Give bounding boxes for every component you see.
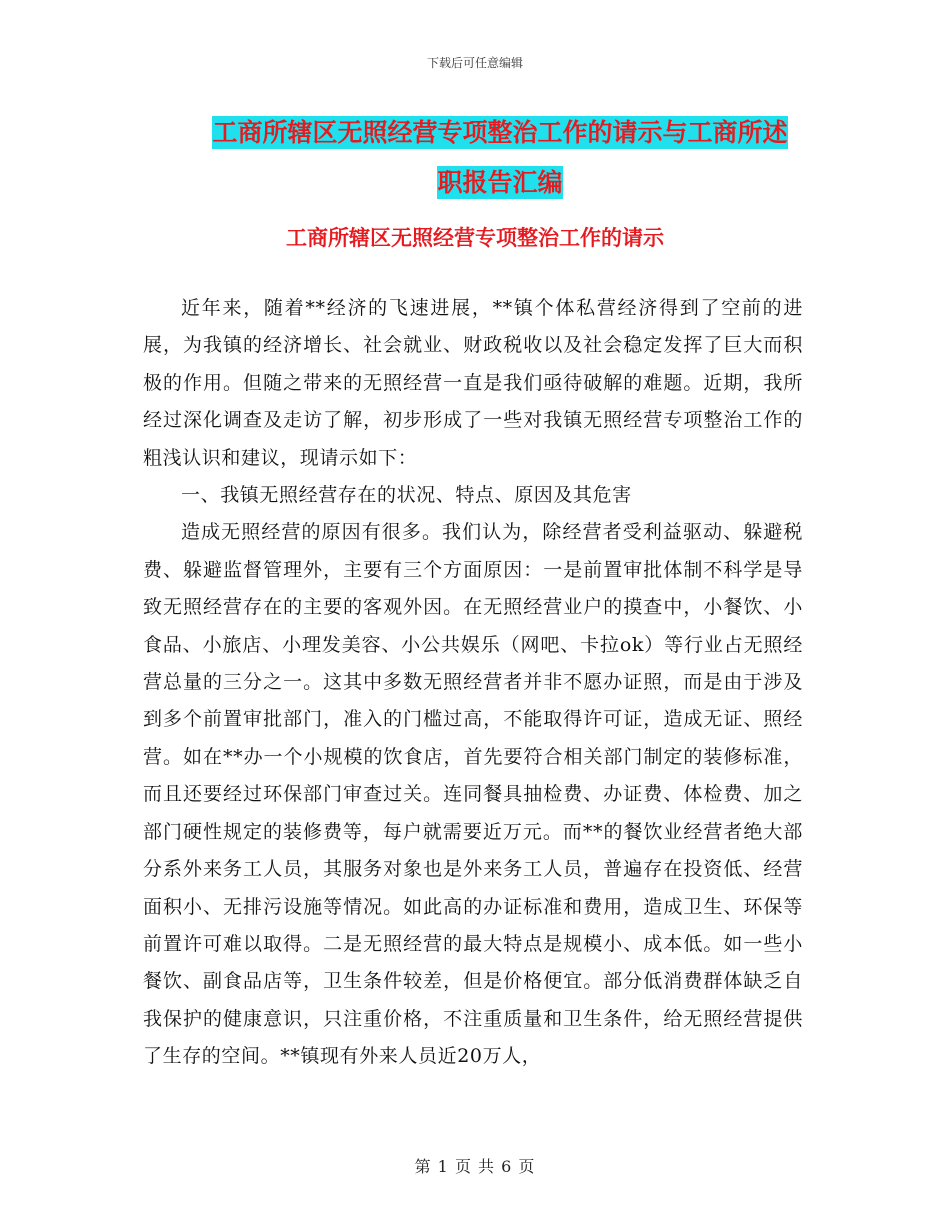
body-paragraph-heading: 一、我镇无照经营存在的状况、特点、原因及其危害: [181, 484, 632, 507]
page-number: 第 1 页 共 6 页: [414, 1157, 536, 1176]
main-title-line-2: 职报告汇编: [437, 168, 563, 197]
page-header-note: 下载后可任意编辑: [426, 56, 523, 70]
body-paragraph-intro: 近年来，随着**经济的飞速进展，**镇个体私营经济得到了空前的进展，为我镇的经济增长、社会就业、财政税收以及社会稳定发挥了巨大而积极的作用。但随之带来的无照经营一直是我们亟待破解的难题。近期，我所经过深化调查及走访了解，初步形成了一些对我镇无照经营专项整治工作的粗浅认识和建议，现请示如下：: [143, 297, 803, 469]
document-main-title: [140, 108, 860, 208]
body-paragraph-causes: 造成无照经营的原因有很多。我们认为，除经营者受利益驱动、躲避税费、躲避监督管理外，主要有三个方面原因：一是前置审批体制不科学是导致无照经营存在的主要的客观外因。在无照经营业户的摸查中，小餐饮、小食品、小旅店、小理发美容、小公共娱乐（网吧、卡拉ok）等行业占无照经营总量的三分之一。这其中多数无照经营者并非不愿办证照，而是由于涉及到多个前置审批部门，准入的门槛过高，不能取得许可证，造成无证、照经营。如在**办一个小规模的饮食店，首先要符合相关部门制定的装修标准，而且还要经过环保部门审查过关。连同餐具抽检费、办证费、体检费、加之部门硬性规定的装修费等，每户就需要近万元。而**的餐饮业经营者绝大部分系外来务工人员，其服务对象也是外来务工人员，普遍存在投资低、经营面积小、无排污设施等情况。如此高的办证标准和费用，造成卫生、环保等前置许可难以取得。二是无照经营的最大特点是规模小、成本低。如一些小餐饮、副食品店等，卫生条件较差，但是价格便宜。部分低消费群体缺乏自我保护的健康意识，只注重价格，不注重质量和卫生条件，给无照经营提供了生存的空间。**镇现有外来人员近20万人，: [143, 521, 803, 1068]
main-title-line-1: 工商所辖区无照经营专项整治工作的请示与工商所述: [212, 118, 788, 147]
section-title: 工商所辖区无照经营专项整治工作的请示: [286, 226, 664, 250]
document-body: [143, 290, 803, 1076]
